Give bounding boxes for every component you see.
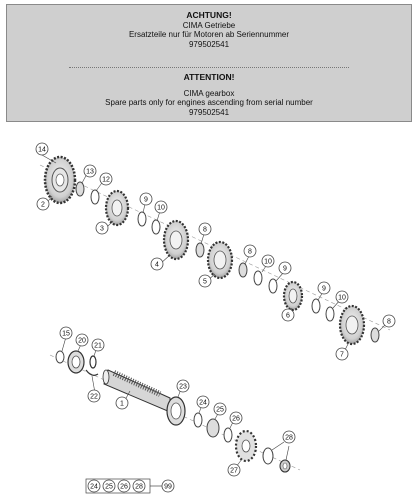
notice-de-serial: 979502541: [188, 39, 230, 49]
washer-9a: [138, 212, 146, 226]
sprocket-27: [236, 431, 256, 461]
callout-20: [76, 334, 88, 346]
svg-text:25: 25: [105, 483, 113, 491]
callout-label: 21: [94, 342, 102, 350]
washer-10b: [254, 271, 262, 285]
svg-text:24: 24: [90, 483, 98, 491]
bushing-8c: [371, 328, 379, 342]
callout-10: [262, 255, 274, 267]
kit-result-99: [162, 480, 174, 492]
seal-25: [207, 419, 219, 437]
callout-6: [282, 309, 294, 321]
svg-text:26: 26: [120, 483, 128, 491]
bushing-8a: [196, 243, 204, 257]
callout-2: [37, 198, 49, 210]
callout-26: [230, 412, 242, 424]
nut-28: [280, 460, 290, 472]
callout-9: [140, 193, 152, 205]
callout-10: [336, 291, 348, 303]
callout-label: 3: [100, 225, 104, 233]
washer-9b: [269, 279, 277, 293]
callout-25: [214, 403, 226, 415]
callout-21: [92, 339, 104, 351]
bearing-20: [68, 351, 84, 373]
callout-1: [116, 397, 128, 409]
washer-10c: [326, 307, 334, 321]
callout-label: 10: [338, 294, 346, 302]
callout-label: 26: [232, 415, 240, 423]
callout-3: [96, 222, 108, 234]
repair-kit-group: [86, 479, 174, 493]
washer-12: [91, 190, 99, 204]
callout-label: 10: [264, 258, 272, 266]
callout-9: [318, 282, 330, 294]
bearing-23: [167, 397, 185, 425]
callout-24: [197, 396, 209, 408]
callout-label: 28: [285, 434, 293, 442]
callout-label: 14: [38, 146, 46, 154]
callout-label: 12: [102, 176, 110, 184]
callout-label: 7: [340, 351, 344, 359]
gear-5: [208, 242, 232, 278]
kit-item-26: [118, 480, 130, 492]
washer-24: [194, 413, 202, 427]
attention-notice: [6, 4, 412, 122]
circlip-21: [90, 356, 96, 368]
callout-15: [60, 327, 72, 339]
callout-label: 24: [199, 399, 207, 407]
callout-10: [155, 201, 167, 213]
callout-5: [199, 275, 211, 287]
callout-label: 13: [86, 168, 94, 176]
notice-de-line1: CIMA Getriebe: [182, 20, 236, 30]
notice-en-line1: CIMA gearbox: [183, 88, 235, 98]
callout-27: [228, 464, 240, 476]
notice-english: [7, 73, 411, 117]
notice-german: [7, 11, 411, 49]
washer-28: [263, 448, 273, 464]
notice-en-title: ATTENTION!: [183, 72, 235, 82]
callout-label: 9: [283, 265, 287, 273]
callout-label: 4: [155, 261, 159, 269]
bushing-8b: [239, 263, 247, 277]
callout-label: 20: [78, 337, 86, 345]
callout-label: 5: [203, 278, 207, 286]
kit-item-24: [88, 480, 100, 492]
callout-14: [36, 143, 48, 155]
callout-8: [244, 245, 256, 257]
callout-label: 8: [203, 226, 207, 234]
gear-3: [106, 191, 128, 225]
gear-4: [164, 221, 188, 259]
callout-label: 8: [248, 248, 252, 256]
washer-9c: [312, 299, 320, 313]
callout-8: [199, 223, 211, 235]
gear-7: [340, 306, 364, 344]
callout-label: 2: [41, 201, 45, 209]
svg-text:28: 28: [135, 483, 143, 491]
washer-10a: [152, 220, 160, 234]
callout-22: [88, 390, 100, 402]
callout-label: 10: [157, 204, 165, 212]
callout-label: 25: [216, 406, 224, 414]
callout-12: [100, 173, 112, 185]
callout-label: 23: [179, 383, 187, 391]
callout-7: [336, 348, 348, 360]
callout-8: [383, 315, 395, 327]
callout-label: 22: [90, 393, 98, 401]
retaining-clip-22: [86, 370, 98, 375]
callout-label: 6: [286, 312, 290, 320]
callout-13: [84, 165, 96, 177]
svg-text:99: 99: [164, 483, 172, 491]
notice-en-line2: Spare parts only for engines ascending from serial number: [105, 98, 313, 107]
kit-item-28: [133, 480, 145, 492]
callout-label: 27: [230, 467, 238, 475]
callout-label: 9: [144, 196, 148, 204]
callout-9: [279, 262, 291, 274]
gearbox-exploded-diagram: [0, 125, 418, 497]
washer-15: [56, 351, 64, 363]
kit-item-25: [103, 480, 115, 492]
notice-de-line2: Ersatzteile nur für Motoren ab Seriennummer: [128, 30, 290, 39]
callout-label: 1: [120, 400, 124, 408]
notice-divider: [69, 67, 349, 68]
callout-label: 8: [387, 318, 391, 326]
bushing-13: [76, 182, 84, 196]
callout-4: [151, 258, 163, 270]
callout-label: 9: [322, 285, 326, 293]
notice-de-title: ACHTUNG!: [186, 10, 232, 20]
callout-label: 15: [62, 330, 70, 338]
gear-2: [45, 157, 75, 203]
gear-6: [284, 282, 302, 310]
callout-23: [177, 380, 189, 392]
spacer-26: [224, 428, 232, 442]
shaft-1: [103, 370, 170, 412]
notice-en-serial: 979502541: [188, 107, 230, 117]
callout-28: [283, 431, 295, 443]
